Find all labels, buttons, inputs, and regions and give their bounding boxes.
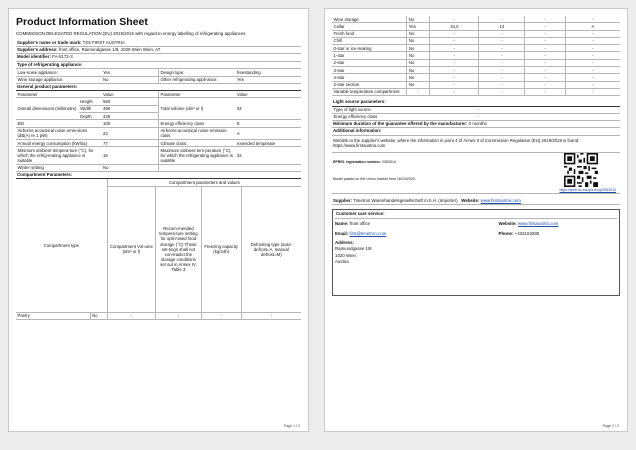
cs-web-link[interactable]: www.firstaustria.com	[518, 220, 559, 226]
height-value: 560	[101, 98, 158, 105]
market-text: Model placed on the Union market from 16/10/2023.	[333, 176, 416, 181]
cs-name-value: front office	[349, 220, 371, 226]
pantry-value: No	[90, 312, 107, 319]
compartment-value: -	[565, 30, 620, 37]
max-temp-label: Maximum ambient tem-perature (°C), for which the refrigerating appliance is suitable	[158, 147, 235, 164]
compartment-value: -	[479, 52, 525, 59]
winter-label: Winter setting	[16, 164, 101, 171]
min-temp-label: Minimum ambient tempera-ture (°C), for which the refrig-erating appliance is suitable	[16, 147, 101, 164]
compartment-value: No	[407, 52, 430, 59]
pantry-label: Pantry	[16, 312, 90, 319]
energy-class-label: Energy efficiency class	[158, 120, 235, 127]
variable-value: -	[430, 88, 479, 95]
compartment-value: -	[479, 74, 525, 81]
compartment-value: -	[565, 81, 620, 88]
supplier-line-label: Supplier:	[333, 197, 353, 203]
cp-type-header: Compartment type	[16, 179, 107, 312]
compartment-value: -	[525, 74, 565, 81]
compartment-name: Chill	[332, 37, 407, 44]
light-heading: Light source parameters:	[332, 99, 620, 106]
eprel-row	[333, 160, 396, 164]
compartment-value: -	[525, 37, 565, 44]
additional-heading: Additional information:	[332, 128, 620, 135]
min-temp-value: 16	[101, 147, 158, 164]
cp-volume-header: Compartment Vol-ume (dm³ or l)	[107, 186, 155, 312]
cs-name-label: Name:	[335, 220, 349, 226]
guarantee-label: Minimum duration of the guarantee offered by the manufacturer:	[333, 121, 468, 127]
compartment-value: 14	[479, 23, 525, 30]
website-link[interactable]: www.firstaustria.com	[480, 197, 521, 203]
compartment-value: -	[525, 81, 565, 88]
variable-value: -	[525, 88, 565, 95]
cp-recommended-header: Recom-mended tempera-ture setting for opti-mised food storage (°C) These set-tings shall not con-tradict the storage conditions set out in Annex IV, Table 3	[156, 186, 202, 312]
guarantee-row	[332, 121, 620, 128]
qr-url[interactable]: https://eprel.ec.europa.eu/qr/2063014	[559, 187, 616, 192]
compartment-value: -	[565, 52, 620, 59]
cs-address-line: 1020 Wien	[335, 252, 356, 258]
type-heading: Type of refrigerating appliance:	[16, 62, 301, 69]
dims-label: Overall dimensions (millimetre)	[16, 98, 79, 120]
compartment-header-table: Compartment type Compartment parameters and values Compartment Vol-ume (dm³ or l) Recom-mended tempera-ture setting for opti-mised food storage (°C) These set-tings shall not con-tradict the storage conditions set out in Annex IV, Table 3 Freezing capacity (kg/24h) Defrosting type (auto-defrost=A, manual defrost=M) Pantry No - - - -	[16, 179, 301, 320]
variable-value: -	[407, 88, 430, 95]
compartment-heading: Compartment Parameters:	[16, 172, 301, 179]
low-noise-label: Low-noise appliance:	[16, 69, 102, 76]
cs-web-label: Website:	[498, 220, 517, 226]
compartment-row	[332, 52, 620, 59]
light-class-label: Energy efficiency class	[332, 113, 476, 120]
compartment-value: No	[407, 74, 430, 81]
compartment-value: -	[430, 16, 479, 23]
compartment-value: -	[525, 66, 565, 73]
supplier-row	[332, 198, 620, 205]
compartment-value: -	[525, 59, 565, 66]
cs-phone-label: Phone:	[498, 230, 514, 236]
energy-class-value: E	[235, 120, 301, 127]
compartment-value: -	[479, 16, 525, 23]
compartment-value: -	[525, 52, 565, 59]
compartment-row	[332, 66, 620, 73]
supplier-line-value: Timetron Warenhandelsgesellschaft m.b.H. (Importer)	[353, 197, 458, 203]
compartment-value: No	[407, 45, 430, 52]
compartment-value: -	[430, 81, 479, 88]
wine-value: No	[102, 76, 159, 83]
model-row	[16, 54, 301, 61]
cs-email-link[interactable]: first@timetron.com	[349, 230, 387, 236]
cs-address-label: Address:	[335, 239, 355, 245]
compartment-value: -	[565, 74, 620, 81]
weblink-url[interactable]: https://www.firstaustria.com	[333, 143, 386, 149]
compartment-value: -	[479, 59, 525, 66]
compartment-row	[332, 45, 620, 52]
compartment-value: A	[565, 23, 620, 30]
height-label: Height	[79, 98, 102, 105]
compartment-value: No	[407, 59, 430, 66]
compartment-value: -	[565, 66, 620, 73]
page-2	[324, 8, 628, 432]
annual-value: 77	[101, 139, 158, 146]
supplier-address-row	[16, 47, 301, 54]
cp-freezing-header: Freezing capacity (kg/24h)	[201, 186, 241, 312]
general-heading: General product parameters:	[16, 84, 301, 91]
eprel-block	[332, 153, 620, 194]
compartment-value: No	[407, 30, 430, 37]
low-noise-value: Yes	[102, 69, 159, 76]
compartment-name: Cellar	[332, 23, 407, 30]
compartment-row	[332, 37, 620, 44]
compartment-value: No	[407, 37, 430, 44]
cs-address-line: Raimundgasse 1/8	[335, 246, 372, 252]
eprel-label: EPREL registration number:	[333, 159, 382, 164]
page-1	[8, 8, 309, 432]
qr-code-icon[interactable]	[564, 153, 598, 187]
cs-phone-value: +432163280	[514, 230, 540, 236]
other-label: Other refrigerating appli-ance:	[159, 76, 236, 83]
compartment-name: 0-star or ice-making	[332, 45, 407, 52]
compartment-name: 1-star	[332, 52, 407, 59]
compartment-name: Fresh food	[332, 30, 407, 37]
compartment-value: -	[565, 16, 620, 23]
variable-value: -	[565, 88, 620, 95]
compartment-value: -	[430, 59, 479, 66]
compartment-value: -	[565, 59, 620, 66]
compartment-value: -	[565, 45, 620, 52]
light-class-value: -	[476, 113, 620, 120]
appliance-type-table	[16, 69, 301, 84]
supplier-name-label: Supplier's name or trade mark:	[17, 39, 82, 45]
compartment-name: 2-star	[332, 59, 407, 66]
model-label: Model identifier:	[17, 54, 51, 60]
wine-label: Wine storage appliance:	[16, 76, 102, 83]
width-label: Width	[79, 105, 102, 112]
customer-care-box	[332, 209, 620, 296]
compartment-value: -	[479, 37, 525, 44]
design-value: freestanding	[235, 69, 301, 76]
total-volume-label: Total volume (dm³ or l)	[158, 98, 235, 120]
winter-value: No	[101, 164, 158, 171]
compartment-value: Yes	[407, 23, 430, 30]
page-number: Page 1 / 2	[283, 424, 300, 428]
depth-value: 425	[101, 113, 158, 120]
website-label: Website:	[461, 197, 480, 203]
compartment-row	[332, 30, 620, 37]
supplier-address-value: front office, Raimundgasse 1/8, 1020 Wien Wien, AT	[58, 47, 161, 52]
compartment-name: Wine storage	[332, 16, 407, 23]
cp-defrost-header: Defrosting type (auto-defrost=A, manual defrost=M)	[241, 186, 301, 312]
compartment-value: -	[479, 45, 525, 52]
max-temp-value: 32	[235, 147, 301, 164]
compartment-value: -	[525, 23, 565, 30]
compartment-value: -	[525, 45, 565, 52]
light-table	[332, 107, 620, 122]
compartment-row	[332, 16, 620, 23]
noise-class-label: Airborne acoustical noise emission class	[158, 127, 235, 139]
cs-email-label: Email:	[335, 230, 349, 236]
compartment-row	[332, 59, 620, 66]
sheet-title: Product Information Sheet	[16, 16, 148, 28]
other-value: Yes	[235, 76, 301, 83]
eprel-value: 2063014	[382, 159, 397, 164]
supplier-address-label: Supplier's address:	[17, 47, 58, 52]
compartment-row	[332, 74, 620, 81]
light-type-label: Type of light source	[332, 107, 476, 114]
compartment-value: No	[407, 16, 430, 23]
width-value: 490	[101, 105, 158, 112]
compartment-value: -	[430, 30, 479, 37]
cs-email-row	[335, 229, 617, 238]
cs-address-line: Austria	[335, 259, 349, 265]
guarantee-value: 0 months	[468, 121, 487, 127]
compartment-value: -	[430, 74, 479, 81]
climate-label: Climate class:	[158, 139, 235, 146]
supplier-name-row	[16, 40, 301, 47]
design-label: Design type:	[159, 69, 236, 76]
compartment-name: 2-star section	[332, 81, 407, 88]
compartment-value: -	[479, 81, 525, 88]
regulation-text: COMMISSION DELEGATED REGULATION (EU) 2019/2016 with regard to energy labelling of refrigerating appliances	[16, 31, 246, 36]
compartment-values-table	[332, 16, 620, 96]
compartment-value: -	[525, 16, 565, 23]
cs-name-row	[335, 219, 617, 229]
gp-header-value-2: Value	[235, 91, 301, 98]
total-volume-value: 34	[235, 98, 301, 120]
compartment-row	[332, 23, 620, 30]
gp-header-parameter: Parameter	[16, 91, 101, 98]
noise-label: Airborne acoustical noise emis-sions (dB(A) re 1 pW)	[16, 127, 101, 139]
page-number: Page 2 / 2	[602, 424, 619, 428]
light-type-value: -	[476, 107, 620, 114]
gp-header-parameter-2: Parameter	[158, 91, 235, 98]
compartment-value: No	[407, 66, 430, 73]
noise-value: 22	[101, 127, 158, 139]
eei-value: 100	[101, 120, 158, 127]
compartment-value: -	[430, 45, 479, 52]
compartment-value: -	[525, 30, 565, 37]
general-parameters-table	[16, 91, 301, 172]
compartment-value: -	[430, 52, 479, 59]
compartment-name: 4-star	[332, 74, 407, 81]
compartment-value: -	[479, 30, 525, 37]
cs-heading: Customer care service:	[335, 211, 617, 218]
depth-label: Depth	[79, 113, 102, 120]
annual-label: Annual energy consumption (kWh/a)	[16, 139, 101, 146]
gp-header-value: Value	[101, 91, 158, 98]
model-value: FA-5172-3	[52, 54, 73, 60]
climate-value: extended temperate	[235, 139, 301, 146]
compartment-row	[332, 81, 620, 88]
variable-label: Variable temperature compartment	[332, 88, 407, 95]
compartment-value: -	[430, 66, 479, 73]
weblink-text: Weblink to the supplier's website, where the information in point 4 of Annex II of Commission Regulation (EU) 2019/2019 is found:	[333, 137, 580, 143]
compartment-value: -	[430, 37, 479, 44]
cs-address	[335, 240, 617, 266]
compartment-value: No	[407, 81, 430, 88]
supplier-name-value: TZS FIRST AUSTRIA	[82, 39, 125, 45]
compartment-value: -	[565, 37, 620, 44]
weblink-block	[332, 136, 620, 153]
cp-group-header: Compartment parameters and values	[107, 179, 301, 186]
eei-label: EEI	[16, 120, 101, 127]
compartment-value: -	[479, 66, 525, 73]
compartment-name: 3-star	[332, 66, 407, 73]
variable-value: -	[479, 88, 525, 95]
compartment-value: 34,0	[430, 23, 479, 30]
noise-class-value: A	[235, 127, 301, 139]
